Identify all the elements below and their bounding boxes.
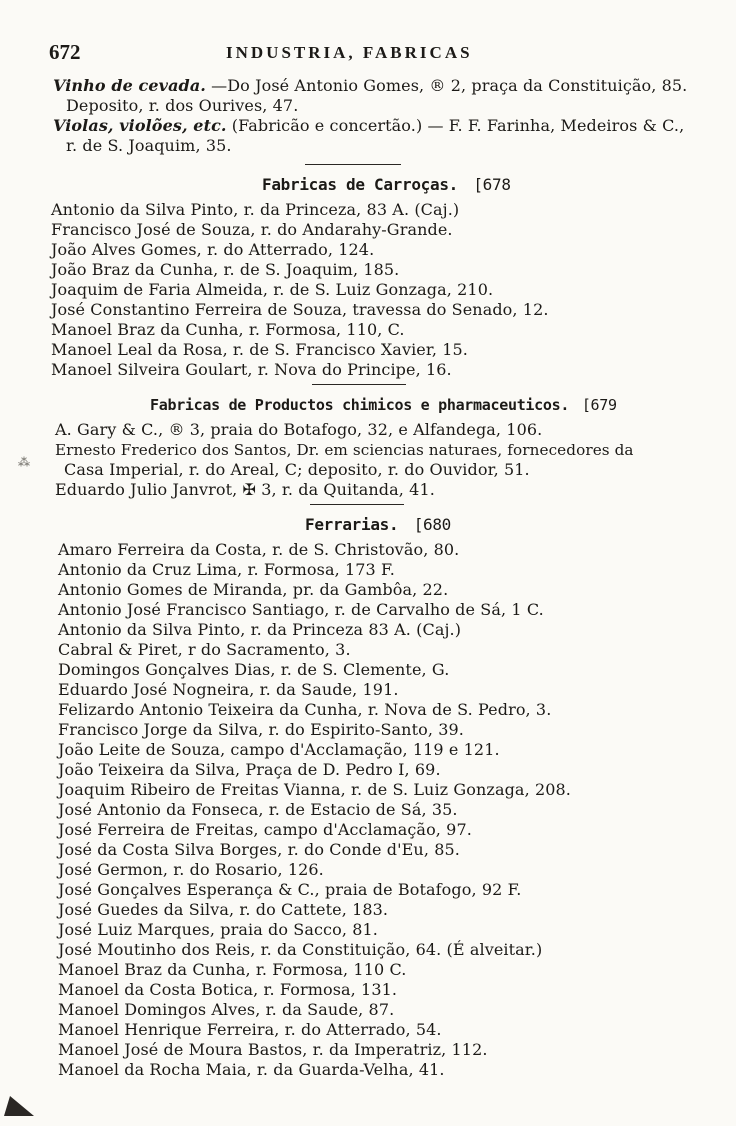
- section-rule: [305, 164, 401, 165]
- list-item: Manoel Domingos Alves, r. da Saude, 87.: [58, 1000, 395, 1019]
- section-heading-productos-chimicos: [150, 395, 617, 415]
- list-item: Manoel Braz da Cunha, r. Formosa, 110, C.: [51, 320, 405, 339]
- list-item: Joaquim Ribeiro de Freitas Vianna, r. de S. Luiz Gonzaga, 208.: [58, 780, 571, 799]
- list-item: José Ferreira de Freitas, campo d'Acclamação, 97.: [58, 820, 472, 839]
- page-header: [0, 40, 736, 68]
- list-item: Antonio José Francisco Santiago, r. de Carvalho de Sá, 1 C.: [58, 600, 544, 619]
- list-item: Casa Imperial, r. do Areal, C; deposito, r. do Ouvidor, 51.: [64, 460, 530, 479]
- list-item: Manoel Leal da Rosa, r. de S. Francisco Xavier, 15.: [51, 340, 468, 359]
- running-head: INDUSTRIA, FABRICAS: [226, 43, 473, 62]
- list-item: Antonio Gomes de Miranda, pr. da Gambôa, 22.: [58, 580, 449, 599]
- section-number: [679: [581, 396, 617, 414]
- intro-entry: [66, 96, 298, 116]
- list-item: João Alves Gomes, r. do Atterrado, 124.: [51, 240, 375, 259]
- page-number: 672: [49, 40, 81, 64]
- intro-entry-text: Deposito, r. dos Ourives, 47.: [66, 96, 299, 115]
- section-number: [680: [413, 515, 452, 534]
- list-item: Francisco José de Souza, r. do Andarahy-Grande.: [51, 220, 453, 239]
- section-rule: [312, 384, 406, 385]
- list-item: José Antonio da Fonseca, r. de Estacio de Sá, 35.: [58, 800, 458, 819]
- list-item: José Moutinho dos Reis, r. da Constituição, 64. (É alveitar.): [58, 940, 543, 959]
- intro-entry-lead: Vinho de cevada.: [53, 76, 206, 95]
- intro-entry-text: r. de S. Joaquim, 35.: [66, 136, 232, 155]
- list-item: Manoel da Rocha Maia, r. da Guarda-Velha, 41.: [58, 1060, 445, 1079]
- list-item: Amaro Ferreira da Costa, r. de S. Christovão, 80.: [58, 540, 460, 559]
- list-item: Manoel Silveira Goulart, r. Nova do Principe, 16.: [51, 360, 452, 379]
- list-item: Eduardo Julio Janvrot, ✠ 3, r. da Quitanda, 41.: [55, 480, 435, 499]
- list-item: Cabral & Piret, r do Sacramento, 3.: [58, 640, 351, 659]
- list-item: A. Gary & C., ® 3, praia do Botafogo, 32, e Alfandega, 106.: [55, 420, 543, 439]
- section-title: Fabricas de Productos chimicos e pharmaceuticos.: [150, 396, 570, 414]
- list-item: João Leite de Souza, campo d'Acclamação, 119 e 121.: [58, 740, 500, 759]
- margin-smudge: ⁂: [18, 455, 30, 469]
- intro-entry-text: (Fabricão e concertão.) — F. F. Farinha, Medeiros & C.,: [226, 116, 685, 135]
- list-item: Manoel da Costa Botica, r. Formosa, 131.: [58, 980, 398, 999]
- list-item: Francisco Jorge da Silva, r. do Espirito-Santo, 39.: [58, 720, 464, 739]
- list-item: Antonio da Cruz Lima, r. Formosa, 173 F.: [58, 560, 395, 579]
- list-item: João Braz da Cunha, r. de S. Joaquim, 185.: [51, 260, 400, 279]
- section-number: [678: [473, 175, 511, 194]
- section-title: Ferrarias.: [305, 515, 399, 534]
- list-item: Eduardo José Nogneira, r. da Saude, 191.: [58, 680, 399, 699]
- list-item: José Luiz Marques, praia do Sacco, 81.: [58, 920, 378, 939]
- intro-entry-text: —Do José Antonio Gomes, ® 2, praça da Constituição, 85.: [205, 76, 688, 95]
- list-item: Manoel Braz da Cunha, r. Formosa, 110 C.: [58, 960, 407, 979]
- section-heading-carrocas: [262, 175, 511, 195]
- list-item: Domingos Gonçalves Dias, r. de S. Clemente, G.: [58, 660, 450, 679]
- list-item: Ernesto Frederico dos Santos, Dr. em sciencias naturaes, fornecedores da: [55, 441, 634, 459]
- intro-entry-lead: Violas, violões, etc.: [53, 116, 227, 135]
- list-item: José Guedes da Silva, r. do Cattete, 183.: [58, 900, 389, 919]
- list-item: Joaquim de Faria Almeida, r. de S. Luiz Gonzaga, 210.: [51, 280, 494, 299]
- list-item: Felizardo Antonio Teixeira da Cunha, r. Nova de S. Pedro, 3.: [58, 700, 552, 719]
- list-item: José Germon, r. do Rosario, 126.: [58, 860, 324, 879]
- intro-entry: [53, 76, 687, 96]
- list-item: Antonio da Silva Pinto, r. da Princeza 83 A. (Caj.): [58, 620, 462, 639]
- section-rule: [310, 504, 404, 505]
- list-item: João Teixeira da Silva, Praça de D. Pedro I, 69.: [58, 760, 441, 779]
- page-corner-mark: [4, 1092, 34, 1116]
- intro-entry: [66, 136, 232, 156]
- section-heading-ferrarias: [305, 515, 451, 535]
- list-item: Manoel José de Moura Bastos, r. da Imperatriz, 112.: [58, 1040, 488, 1059]
- list-item: José Constantino Ferreira de Souza, travessa do Senado, 12.: [51, 300, 549, 319]
- list-item: Antonio da Silva Pinto, r. da Princeza, 83 A. (Caj.): [51, 200, 460, 219]
- section-title: Fabricas de Carroças.: [262, 175, 458, 194]
- intro-entry: [53, 116, 684, 136]
- list-item: Manoel Henrique Ferreira, r. do Atterrado, 54.: [58, 1020, 442, 1039]
- list-item: José Gonçalves Esperança & C., praia de Botafogo, 92 F.: [58, 880, 522, 899]
- list-item: José da Costa Silva Borges, r. do Conde d'Eu, 85.: [58, 840, 460, 859]
